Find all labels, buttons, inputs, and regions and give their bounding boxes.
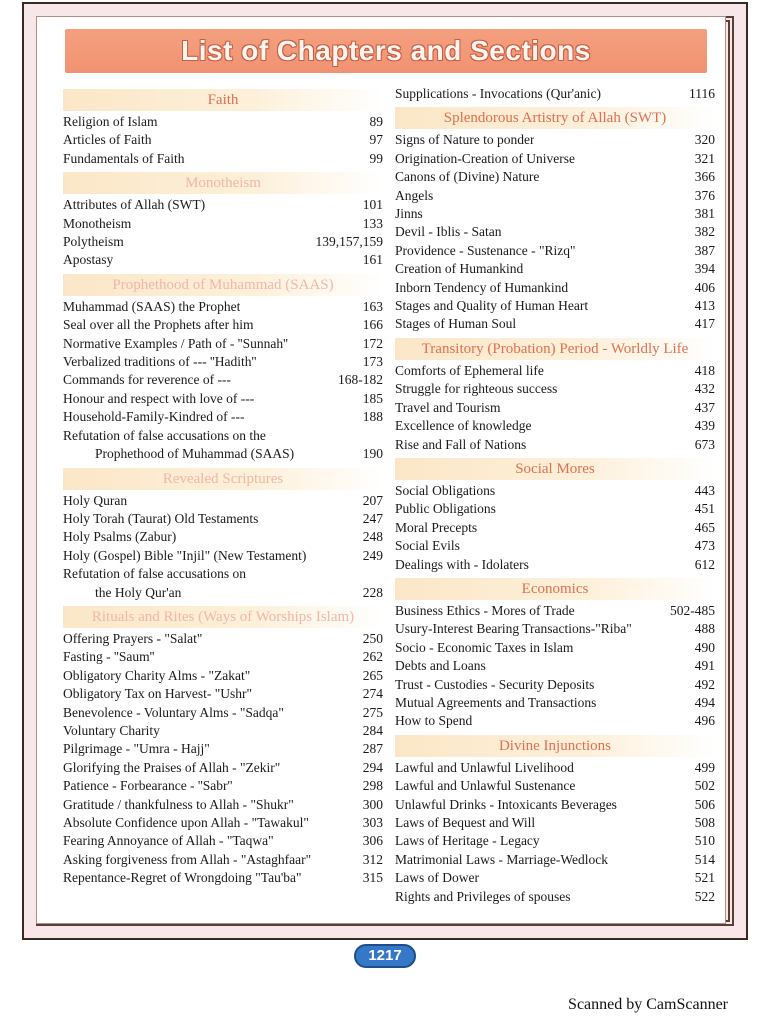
entry-page-number: 274 [362,686,383,702]
entry-title: Debts and Loans [395,658,486,674]
toc-entry[interactable] [63,113,383,131]
entry-title: Prophethood of Muhammad (SAAS) [95,446,295,462]
entry-title: Rights and Privileges of spouses [395,888,571,904]
entry-page-number: 418 [694,362,715,378]
entry-page-number: 249 [362,547,383,563]
entry-page-number: 173 [362,354,383,370]
section-heading: Prophethood of Muhammad (SAAS) [63,274,383,296]
entry-page-number: 320 [694,132,715,148]
entry-title: Verbalized traditions of --- ''Hadith'' [63,354,257,370]
entry-title: Obligatory Charity Alms - "Zakat" [63,667,251,683]
toc-entry[interactable] [395,676,715,694]
entry-page-number: 312 [362,851,383,867]
entry-title: Absolute Confidence upon Allah - "Tawakul" [63,815,309,830]
entry-title: Laws of Heritage - Legacy [395,833,540,849]
entry-page-number: 188 [362,409,383,425]
entry-page-number: 287 [362,741,383,757]
entry-page-number: 417 [694,316,715,332]
entry-title: Matrimonial Laws - Marriage-Wedlock [395,851,608,867]
toc-entry[interactable] [395,315,715,333]
toc-entry[interactable] [63,814,383,832]
page-number-badge: 1217 [354,944,416,968]
entry-title: Rise and Fall of Nations [395,436,527,452]
entry-title: Socio - Economic Taxes in Islam [395,639,574,655]
toc-entry[interactable] [63,316,383,334]
entry-page-number: 437 [694,399,715,415]
toc-entry[interactable] [63,584,383,602]
toc-entry[interactable] [395,777,715,795]
entry-title: Providence - Sustenance - "Rizq" [395,242,576,258]
toc-entry[interactable] [395,131,715,149]
entry-title: Social Evils [395,538,460,554]
toc-entry[interactable] [395,260,715,278]
entry-page-number: 490 [694,639,715,655]
toc-entry[interactable] [395,279,715,297]
entry-title: Articles of Faith [63,132,152,148]
entry-title: Household-Family-Kindred of --- [63,409,245,425]
entry-page-number [377,427,383,445]
section-heading: Monotheism [63,172,383,194]
title-banner [65,29,707,73]
entry-title: Laws of Bequest and Will [395,815,536,830]
entry-page-number: 262 [362,649,383,665]
entry-page-number: 300 [362,796,383,812]
entry-title: Honour and respect with love of --- [63,390,255,406]
entry-page-number: 163 [362,298,383,314]
toc-entry[interactable] [63,722,383,740]
entry-title: Canons of (Divine) Nature [395,169,540,185]
entry-page-number: 406 [694,279,715,295]
toc-entry[interactable] [395,796,715,814]
entry-title: the Holy Qur'an [95,584,182,600]
entry-title: Holy Psalms (Zabur) [63,529,177,545]
toc-entry[interactable] [63,251,383,269]
entry-page-number: 294 [362,759,383,775]
entry-page-number: 284 [362,722,383,738]
entry-title: Normative Examples / Path of - ''Sunnah'' [63,335,288,351]
toc-entry[interactable] [395,150,715,168]
toc-entry[interactable] [395,417,715,435]
toc-entry[interactable] [63,215,383,233]
entry-title: Travel and Tourism [395,399,501,415]
entry-title: Unlawful Drinks - Intoxicants Beverages [395,796,617,812]
entry-page-number: 443 [694,482,715,498]
toc-entry[interactable] [395,187,715,205]
entry-title: Commands for reverence of --- [63,372,231,388]
left-column [63,85,383,888]
entry-title: Holy (Gospel) Bible "Injil" (New Testament) [63,547,307,563]
entry-page-number: 499 [694,759,715,775]
entry-page-number: 451 [694,501,715,517]
entry-title: Lawful and Unlawful Sustenance [395,778,576,794]
entry-title: Refutation of false accusations on the [63,427,266,443]
entry-page-number: 321 [694,150,715,166]
entry-page-number: 432 [694,381,715,397]
entry-title: Holy Quran [63,492,128,508]
entry-page-number: 99 [369,150,383,166]
entry-page-number: 492 [694,676,715,692]
entry-page-number: 248 [362,529,383,545]
entry-page-number: 439 [694,418,715,434]
toc-entry[interactable] [63,427,383,445]
entry-page-number: 521 [694,870,715,886]
entry-page-number: 387 [694,242,715,258]
section-heading: Divine Injunctions [395,735,715,757]
toc-entry[interactable] [63,630,383,648]
toc-entry[interactable] [395,500,715,518]
toc-entry[interactable] [395,851,715,869]
entry-page-number: 382 [694,224,715,240]
toc-entry[interactable] [63,353,383,371]
entry-page-number: 502-485 [670,602,715,618]
toc-entry[interactable] [63,528,383,546]
toc-entry[interactable] [395,694,715,712]
entry-page-number: 506 [694,796,715,812]
entry-title: Pilgrimage - "Umra - Hajj" [63,741,210,757]
entry-title: Repentance-Regret of Wrongdoing "Tau'ba" [63,870,302,886]
entry-page-number: 612 [694,556,715,572]
entry-title: Lawful and Unlawful Livelihood [395,759,574,775]
toc-entry[interactable] [63,685,383,703]
toc-entry[interactable] [395,602,715,620]
entry-title: Supplications - Invocations (Qur'anic) [395,86,602,101]
entry-title: Fearing Annoyance of Allah - "Taqwa" [63,833,274,849]
entry-title: Public Obligations [395,501,496,517]
entry-page-number: 376 [694,187,715,203]
entry-page-number: 496 [694,713,715,729]
entry-page-number: 494 [694,694,715,710]
toc-entry[interactable] [395,620,715,638]
toc-entry[interactable] [63,445,383,463]
entry-title: Holy Torah (Taurat) Old Testaments [63,510,259,526]
page-title: List of Chapters and Sections [181,35,591,66]
section-heading: Economics [395,578,715,600]
entry-page-number: 172 [362,335,383,351]
entry-page-number: 366 [694,169,715,185]
toc-entry[interactable] [395,556,715,574]
entry-title: Business Ethics - Mores of Trade [395,602,575,618]
entry-page-number: 522 [694,888,715,904]
toc-entry[interactable] [395,242,715,260]
entry-title: Dealings with - Idolaters [395,556,529,572]
toc-entry[interactable] [63,796,383,814]
toc-entry[interactable] [63,547,383,565]
toc-entry[interactable] [395,869,715,887]
toc-entry[interactable] [395,223,715,241]
entry-page-number: 491 [694,658,715,674]
entry-title: Offering Prayers - "Salat" [63,630,203,646]
entry-page-number: 394 [694,261,715,277]
entry-title: Jinns [395,206,423,222]
entry-title: Moral Precepts [395,519,478,535]
entry-title: Usury-Interest Bearing Transactions-"Riba" [395,621,632,637]
entry-title: Religion of Islam [63,114,158,129]
entry-title: Patience - Forbearance - ''Sabr'' [63,778,233,794]
section-heading: Splendorous Artistry of Allah (SWT) [395,107,715,129]
toc-entry[interactable] [395,482,715,500]
entry-page-number: 510 [694,833,715,849]
entry-title: Comforts of Ephemeral life [395,362,544,378]
entry-page-number: 89 [369,114,383,129]
entry-page-number: 488 [694,621,715,637]
entry-title: Stages and Quality of Human Heart [395,298,589,314]
toc-entry[interactable] [63,869,383,887]
entry-title: Stages of Human Soul [395,316,517,332]
scanner-footer: Scanned by CamScanner [568,996,728,1013]
entry-page-number: 303 [362,815,383,830]
toc-entry[interactable] [395,436,715,454]
toc-entry[interactable] [395,399,715,417]
entry-title: Gratitude / thankfulness to Allah - "Shukr" [63,796,294,812]
toc-entry[interactable] [395,85,715,103]
toc-entry[interactable] [63,740,383,758]
entry-page-number: 247 [362,510,383,526]
entry-page-number: 139,157,159 [315,234,383,250]
toc-entry[interactable] [63,851,383,869]
entry-title: Voluntary Charity [63,722,160,738]
toc-entry[interactable] [395,362,715,380]
entry-page-number: 673 [694,436,715,452]
entry-page-number: 228 [362,584,383,600]
entry-title: Angels [395,187,434,203]
entry-title: Signs of Nature to ponder [395,132,535,148]
entry-title: Devil - Iblis - Satan [395,224,502,240]
right-column [395,85,715,906]
toc-entry[interactable] [63,371,383,389]
toc-entry[interactable] [395,639,715,657]
entry-title: Struggle for righteous success [395,381,558,397]
entry-page-number: 207 [362,492,383,508]
toc-entry[interactable] [63,233,383,251]
toc-entry[interactable] [63,408,383,426]
contents-page [36,16,726,924]
toc-entry[interactable] [395,168,715,186]
toc-entry[interactable] [395,814,715,832]
entry-title: Apostasy [63,252,114,268]
entry-page-number: 306 [362,833,383,849]
entry-page-number: 161 [362,252,383,268]
entry-title: Glorifying the Praises of Allah - "Zekir" [63,759,281,775]
toc-entry[interactable] [395,712,715,730]
entry-page-number: 168-182 [338,372,383,388]
toc-entry[interactable] [63,704,383,722]
entry-title: Polytheism [63,234,124,250]
toc-entry[interactable] [63,492,383,510]
toc-entry[interactable] [63,131,383,149]
entry-title: Laws of Dower [395,870,479,886]
toc-entry[interactable] [63,196,383,214]
entry-title: Benevolence - Voluntary Alms - "Sadqa" [63,704,284,720]
entry-page-number: 1116 [689,86,715,101]
section-heading: Social Mores [395,458,715,480]
entry-title: How to Spend [395,713,473,729]
entry-title: Inborn Tendency of Humankind [395,279,569,295]
entry-title: Refutation of false accusations on [63,566,246,582]
section-heading: Transitory (Probation) Period - Worldly Life [395,338,715,360]
entry-page-number: 275 [362,704,383,720]
entry-page-number: 190 [362,446,383,462]
entry-page-number: 473 [694,538,715,554]
toc-entry[interactable] [395,380,715,398]
entry-page-number: 381 [694,206,715,222]
entry-title: Excellence of knowledge [395,418,532,434]
entry-page-number: 250 [362,630,383,646]
entry-page-number: 265 [362,667,383,683]
entry-title: Social Obligations [395,482,496,498]
entry-page-number: 465 [694,519,715,535]
entry-page-number: 97 [369,132,383,148]
toc-entry[interactable] [395,205,715,223]
entry-title: Creation of Humankind [395,261,524,277]
entry-page-number: 185 [362,390,383,406]
toc-entry[interactable] [395,537,715,555]
toc-entry[interactable] [63,667,383,685]
entry-page-number: 502 [694,778,715,794]
entry-page-number: 298 [362,778,383,794]
entry-title: Obligatory Tax on Harvest- "Ushr" [63,686,253,702]
entry-title: Fundamentals of Faith [63,150,185,166]
entry-page-number: 133 [362,215,383,231]
entry-title: Fasting - ''Saum'' [63,649,155,665]
entry-page-number: 413 [694,298,715,314]
entry-title: Trust - Custodies - Security Deposits [395,676,595,692]
entry-title: Monotheism [63,215,132,231]
toc-entry[interactable] [395,519,715,537]
entry-title: Attributes of Allah (SWT) [63,197,206,213]
toc-entry[interactable] [395,657,715,675]
entry-page-number: 508 [694,815,715,830]
toc-entry[interactable] [63,565,383,583]
toc-entry[interactable] [63,390,383,408]
toc-entry[interactable] [63,335,383,353]
entry-page-number [377,565,383,583]
entry-title: Mutual Agreements and Transactions [395,694,597,710]
toc-entry[interactable] [395,888,715,906]
toc-entry[interactable] [63,298,383,316]
entry-title: Muhammad (SAAS) the Prophet [63,298,241,314]
toc-entry[interactable] [395,759,715,777]
entry-page-number: 315 [362,870,383,886]
entry-title: Asking forgiveness from Allah - "Astaghfaar" [63,851,312,867]
entry-page-number: 514 [694,851,715,867]
entry-page-number: 166 [362,317,383,333]
toc-entry[interactable] [63,777,383,795]
toc-entry[interactable] [395,832,715,850]
entry-title: Seal over all the Prophets after him [63,317,254,333]
toc-entry[interactable] [63,832,383,850]
section-heading: Revealed Scriptures [63,468,383,490]
section-heading: Faith [63,89,383,111]
toc-entry[interactable] [63,510,383,528]
toc-entry[interactable] [395,297,715,315]
toc-entry[interactable] [63,150,383,168]
section-heading: Rituals and Rites (Ways of Worships Islam) [63,606,383,628]
entry-page-number: 101 [362,197,383,213]
entry-title: Origination-Creation of Universe [395,150,575,166]
toc-entry[interactable] [63,648,383,666]
toc-entry[interactable] [63,759,383,777]
